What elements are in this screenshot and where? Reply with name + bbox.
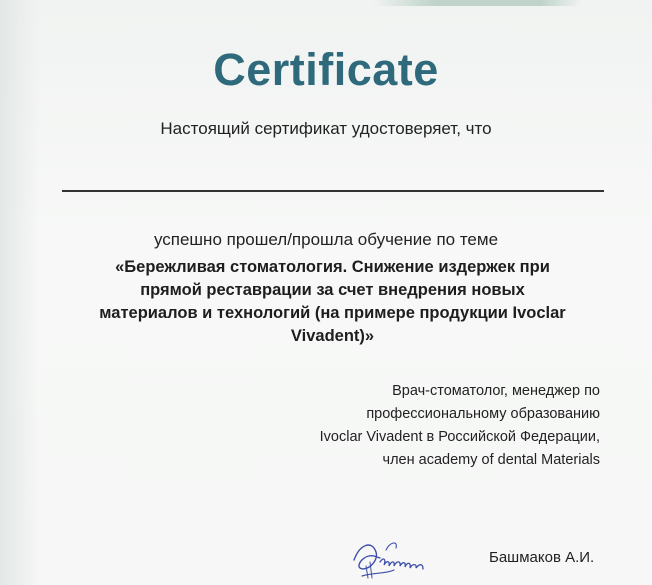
completed-text: успешно прошел/прошла обучение по теме bbox=[153, 230, 499, 249]
signer-position-line: Врач-стоматолог, менеджер по bbox=[392, 383, 600, 399]
signer-position-line: Ivoclar Vivadent в Российской Федерации, bbox=[319, 429, 600, 445]
recipient-name-line bbox=[62, 190, 604, 192]
course-title bbox=[70, 256, 595, 348]
certificate-title: Certificate bbox=[213, 44, 439, 95]
course-title-line: прямой реставрации за счет внедрения новых bbox=[140, 281, 525, 299]
course-title-line: материалов и технологий (на примере продукции Ivoclar bbox=[99, 304, 566, 322]
course-title-line: «Бережливая стоматология. Снижение издержек при bbox=[115, 258, 550, 276]
course-title-line: Vivadent)» bbox=[290, 327, 375, 345]
signer-name: Башмаков А.И. bbox=[489, 549, 595, 566]
signer-position bbox=[270, 380, 600, 472]
handwritten-signature bbox=[346, 532, 466, 582]
signer-position-line: профессиональному образованию bbox=[366, 406, 600, 422]
signer-position-line: член academy of dental Materials bbox=[382, 452, 600, 468]
top-decorative-strip bbox=[372, 0, 582, 6]
intro-text: Настоящий сертификат удостоверяет, что bbox=[160, 119, 492, 138]
